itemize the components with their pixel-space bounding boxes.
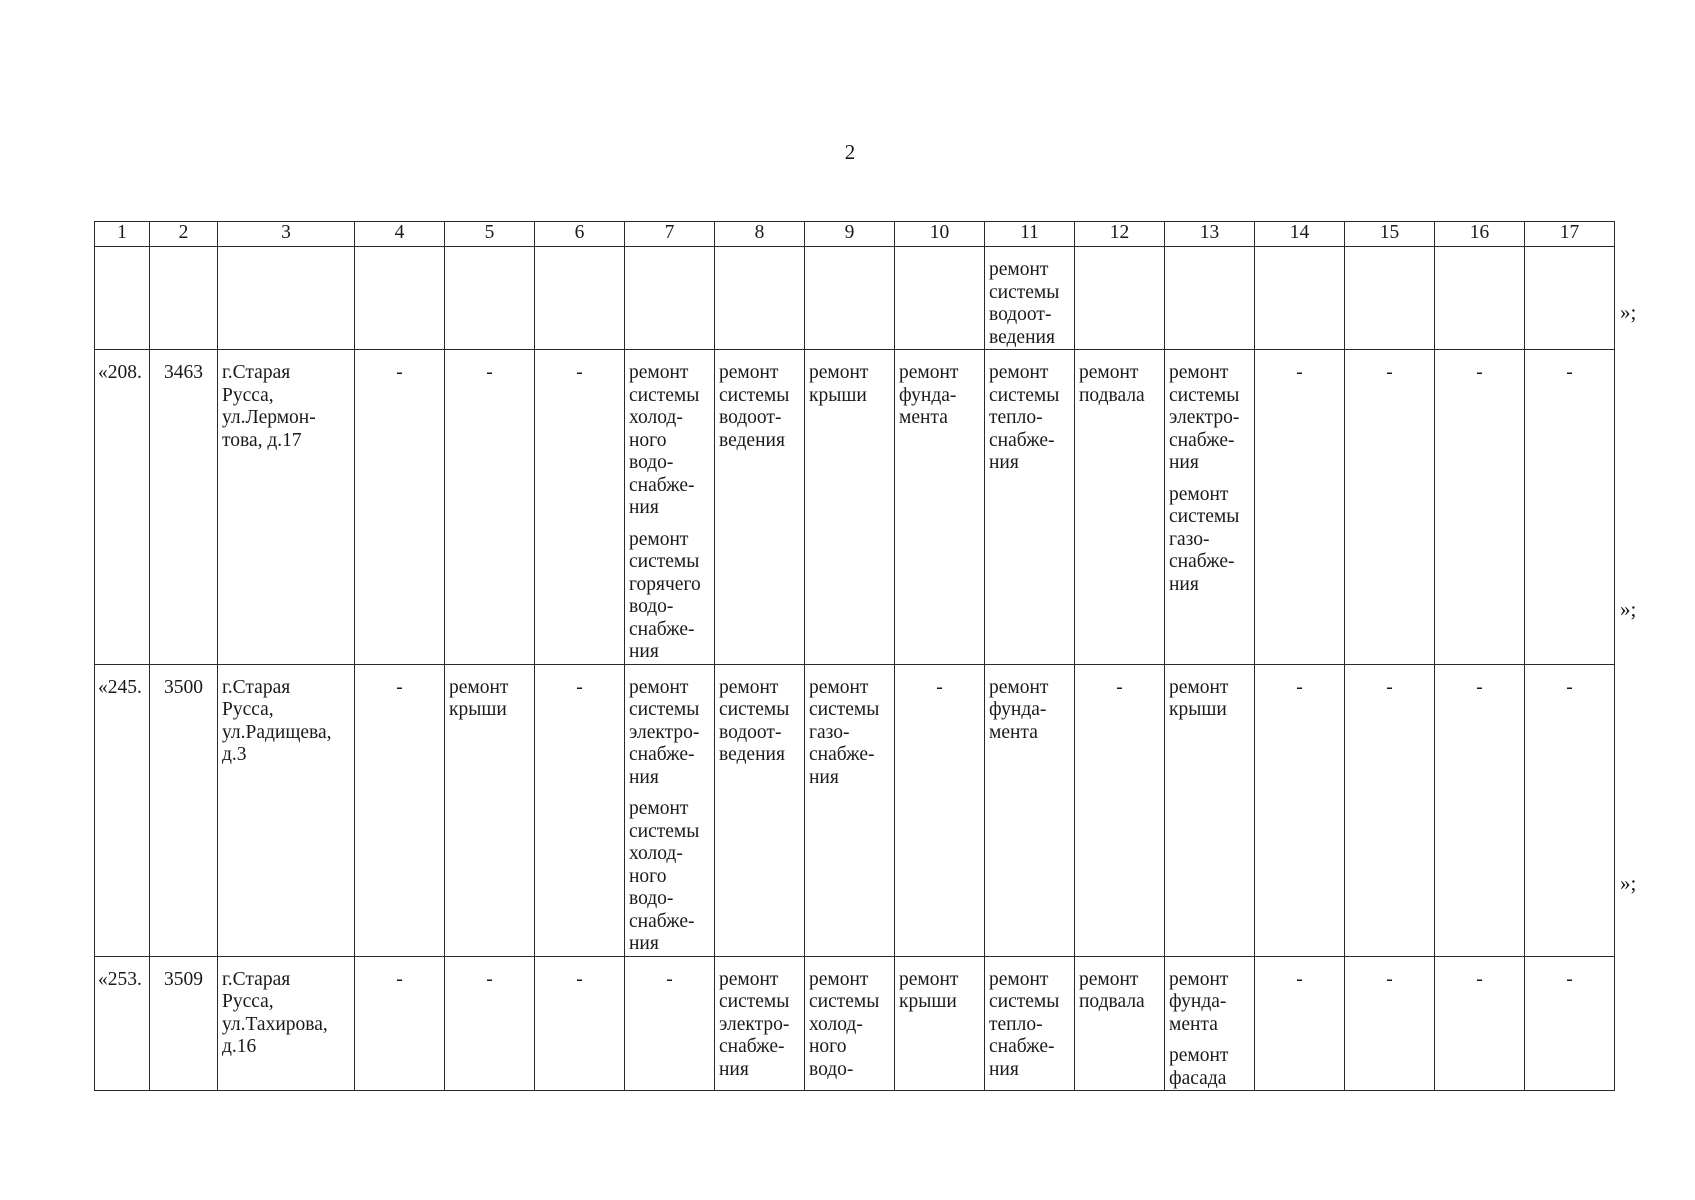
column-header-7: 7 [625, 222, 715, 247]
cell-text: ремонт системы электро- снабже- ния [629, 676, 700, 788]
table-cell-col-7 [625, 350, 715, 665]
table-cell-col-13 [1165, 350, 1255, 665]
cell-text: ремонт системы холод- ного водо- снабже- ния [629, 798, 700, 954]
table-cell-col-14 [1255, 247, 1345, 350]
cell-text: ремонт системы холод- ного водо- [809, 968, 880, 1080]
table-row [95, 956, 1615, 1091]
cell-text: ремонт крыши [1169, 676, 1229, 720]
table-cell-col-9 [805, 247, 895, 350]
table-cell-col-8 [715, 350, 805, 665]
cell-text: - [576, 676, 583, 698]
table-cell-col-17 [1525, 664, 1615, 956]
cell-text: - [396, 362, 403, 383]
table-cell-col-16 [1435, 350, 1525, 665]
column-header-14: 14 [1255, 222, 1345, 247]
table-cell-col-9 [805, 350, 895, 665]
cell-text: - [1566, 362, 1573, 383]
table-cell-col-3 [218, 956, 355, 1091]
cell-text: ремонт системы водоот- ведения [719, 676, 790, 765]
cell-text: г.Старая Русса, ул.Радищева, д.3 [222, 676, 332, 765]
cell-text: - [1296, 676, 1303, 698]
cell-text: 3463 [164, 362, 203, 383]
cell-text: ремонт системы водоот- ведения [719, 362, 790, 451]
table-cell-col-17 [1525, 350, 1615, 665]
cell-text: ремонт фунда- мента [989, 676, 1049, 743]
table-cell-col-2 [150, 664, 218, 956]
table-cell-col-16 [1435, 956, 1525, 1091]
row-closing-mark: »; [1620, 597, 1637, 621]
table-cell-col-14 [1255, 956, 1345, 1091]
cell-text: - [486, 362, 493, 383]
cell-text: - [1296, 362, 1303, 383]
column-header-12: 12 [1075, 222, 1165, 247]
table-cell-col-12 [1075, 247, 1165, 350]
table-body [95, 247, 1615, 1091]
table-cell-col-4 [355, 956, 445, 1091]
column-header-2: 2 [150, 222, 218, 247]
column-header-4: 4 [355, 222, 445, 247]
table-cell-col-15 [1345, 350, 1435, 665]
table-cell-col-12 [1075, 664, 1165, 956]
cell-text: - [1566, 676, 1573, 698]
table-cell-col-2 [150, 956, 218, 1091]
cell-text: - [486, 968, 493, 990]
works-table [94, 221, 1615, 1091]
table-cell-col-1 [95, 664, 150, 956]
table-cell-col-10 [895, 247, 985, 350]
table-cell-col-6 [535, 664, 625, 956]
column-header-5: 5 [445, 222, 535, 247]
table-cell-col-17 [1525, 956, 1615, 1091]
cell-text: 3500 [164, 676, 203, 698]
row-closing-mark: »; [1620, 300, 1637, 324]
column-header-15: 15 [1345, 222, 1435, 247]
cell-text: ремонт фасада [1169, 1045, 1229, 1089]
table-cell-col-14 [1255, 350, 1345, 665]
cell-text: - [1116, 676, 1123, 698]
table-cell-col-13 [1165, 664, 1255, 956]
table-cell-col-5 [445, 350, 535, 665]
cell-text: «253. [98, 968, 142, 990]
cell-text: - [1476, 968, 1483, 990]
table-cell-col-9 [805, 664, 895, 956]
table-cell-col-1 [95, 350, 150, 665]
table-cell-col-12 [1075, 956, 1165, 1091]
table-cell-col-13 [1165, 247, 1255, 350]
cell-text: ремонт системы электро- снабже- ния [1169, 362, 1240, 473]
cell-text: ремонт крыши [809, 362, 869, 406]
table-cell-col-7 [625, 664, 715, 956]
column-header-9: 9 [805, 222, 895, 247]
cell-text: ремонт фунда- мента [1169, 968, 1229, 1035]
cell-text: г.Старая Русса, ул.Лермон- това, д.17 [222, 362, 316, 451]
cell-text: ремонт системы газо- снабже- ния [809, 676, 880, 788]
table-cell-col-5 [445, 956, 535, 1091]
cell-text: ремонт крыши [899, 968, 959, 1012]
table-cell-col-2 [150, 247, 218, 350]
works-table-wrapper [94, 221, 1615, 1091]
cell-text: - [396, 676, 403, 698]
table-cell-col-16 [1435, 664, 1525, 956]
cell-text: 3509 [164, 968, 203, 990]
cell-text: - [1386, 362, 1393, 383]
table-cell-col-8 [715, 956, 805, 1091]
cell-text: - [396, 968, 403, 990]
column-header-11: 11 [985, 222, 1075, 247]
cell-text: - [576, 362, 583, 383]
table-cell-col-2 [150, 350, 218, 665]
column-header-3: 3 [218, 222, 355, 247]
table-cell-col-8 [715, 247, 805, 350]
cell-text: - [1476, 676, 1483, 698]
table-cell-col-1 [95, 956, 150, 1091]
table-row [95, 350, 1615, 665]
column-header-13: 13 [1165, 222, 1255, 247]
row-closers [1620, 0, 1670, 1200]
table-cell-col-13 [1165, 956, 1255, 1091]
cell-text: ремонт системы водоот- ведения [989, 259, 1060, 348]
table-row [95, 664, 1615, 956]
table-cell-col-4 [355, 664, 445, 956]
cell-text: - [576, 968, 583, 990]
cell-text: - [1566, 968, 1573, 990]
table-cell-col-10 [895, 664, 985, 956]
cell-text: ремонт системы холод- ного водо- снабже- ния [629, 362, 700, 518]
cell-text: «245. [98, 676, 142, 698]
cell-text: ремонт системы электро- снабже- ния [719, 968, 790, 1080]
table-cell-col-3 [218, 247, 355, 350]
table-cell-col-5 [445, 664, 535, 956]
cell-text: ремонт системы горячего водо- снабже- ния [629, 528, 701, 662]
table-cell-col-7 [625, 247, 715, 350]
table-cell-col-4 [355, 247, 445, 350]
column-header-6: 6 [535, 222, 625, 247]
table-cell-col-5 [445, 247, 535, 350]
cell-text: ремонт подвала [1079, 362, 1145, 406]
cell-text: - [666, 968, 673, 990]
table-cell-col-1 [95, 247, 150, 350]
table-cell-col-15 [1345, 956, 1435, 1091]
column-header-1: 1 [95, 222, 150, 247]
header-row [95, 222, 1615, 247]
cell-text: ремонт подвала [1079, 968, 1145, 1012]
table-cell-col-10 [895, 956, 985, 1091]
cell-text: «208. [98, 362, 142, 383]
column-header-10: 10 [895, 222, 985, 247]
cell-text: ремонт системы газо- снабже- ния [1169, 483, 1240, 595]
column-header-8: 8 [715, 222, 805, 247]
cell-text: - [1296, 968, 1303, 990]
cell-text: ремонт крыши [449, 676, 509, 720]
cell-text: - [1386, 968, 1393, 990]
row-closing-mark: »; [1620, 871, 1637, 895]
cell-text: - [936, 676, 943, 698]
table-cell-col-7 [625, 956, 715, 1091]
table-cell-col-6 [535, 350, 625, 665]
column-header-17: 17 [1525, 222, 1615, 247]
table-row [95, 247, 1615, 350]
table-cell-col-3 [218, 664, 355, 956]
cell-text: - [1386, 676, 1393, 698]
table-cell-col-12 [1075, 350, 1165, 665]
table-cell-col-6 [535, 956, 625, 1091]
cell-text: ремонт фунда- мента [899, 362, 959, 428]
cell-text: ремонт системы тепло- снабже- ния [989, 362, 1060, 473]
table-cell-col-11 [985, 350, 1075, 665]
page-number: 2 [844, 140, 856, 164]
cell-text: г.Старая Русса, ул.Тахирова, д.16 [222, 968, 328, 1057]
table-cell-col-4 [355, 350, 445, 665]
table-cell-col-17 [1525, 247, 1615, 350]
table-cell-col-15 [1345, 247, 1435, 350]
table-cell-col-11 [985, 956, 1075, 1091]
table-cell-col-11 [985, 664, 1075, 956]
table-cell-col-6 [535, 247, 625, 350]
table-cell-col-14 [1255, 664, 1345, 956]
column-header-16: 16 [1435, 222, 1525, 247]
table-cell-col-9 [805, 956, 895, 1091]
table-cell-col-15 [1345, 664, 1435, 956]
cell-text: ремонт системы тепло- снабже- ния [989, 968, 1060, 1080]
table-cell-col-16 [1435, 247, 1525, 350]
cell-text: - [1476, 362, 1483, 383]
table-cell-col-8 [715, 664, 805, 956]
table-cell-col-3 [218, 350, 355, 665]
table-cell-col-11 [985, 247, 1075, 350]
table-cell-col-10 [895, 350, 985, 665]
